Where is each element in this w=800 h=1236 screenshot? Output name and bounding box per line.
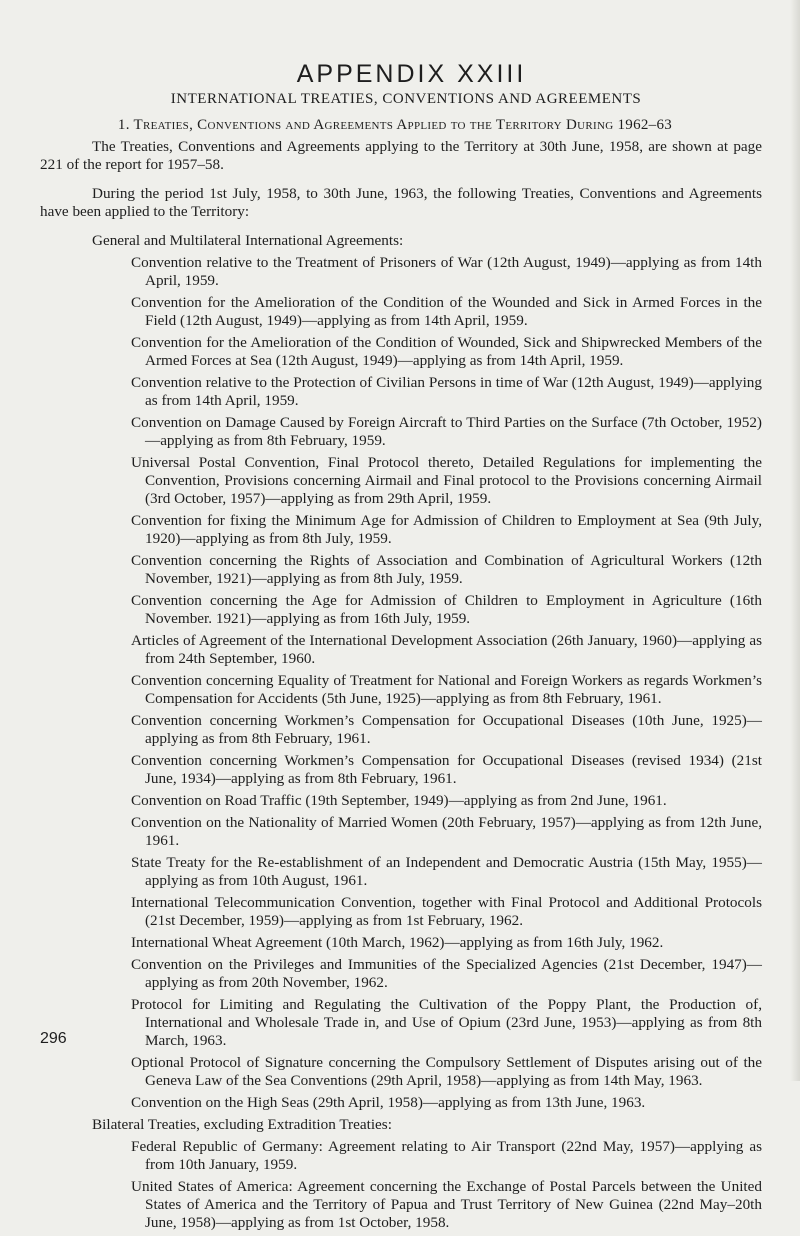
multilateral-heading: General and Multilateral International Agreements: xyxy=(92,232,404,249)
list-item: Protocol for Limiting and Regulating the Cultivation of the Poppy Plant, the Production of, International and Wholesale Trade in, and Use of Opium (23rd June, 1953)—applying as from 8th March, 1963. xyxy=(131,996,762,1049)
list-item: Optional Protocol of Signature concerning the Compulsory Settlement of Disputes arising out of the Geneva Law of the Sea Conventions (29th April, 1958)—applying as from 14th May, 1963. xyxy=(131,1054,762,1089)
list-item: Convention on the Privileges and Immunities of the Specialized Agencies (21st December, 1947)—applying as from 20th November, 1962. xyxy=(131,956,762,991)
list-item: Convention relative to the Treatment of Prisoners of War (12th August, 1949)—applying as from 14th April, 1959. xyxy=(131,254,762,289)
list-item: International Telecommunication Convention, together with Final Protocol and Additional Protocols (21st December, 1959)—applying as from 1st February, 1962. xyxy=(131,894,762,929)
document-body xyxy=(40,138,762,1236)
list-item: Convention for the Amelioration of the Condition of the Wounded and Sick in Armed Forces in the Field (12th August, 1949)—applying as from 14th April, 1959. xyxy=(131,294,762,329)
page-edge-shadow xyxy=(790,0,800,1081)
list-item: Convention concerning the Rights of Association and Combination of Agricultural Workers (12th November, 1921)—applying as from 8th July, 1959. xyxy=(131,552,762,587)
list-item: Articles of Agreement of the International Development Association (26th January, 1960)—applying as from 24th September, 1960. xyxy=(131,632,762,667)
list-item: Convention for fixing the Minimum Age for Admission of Children to Employment at Sea (9th July, 1920)—applying as from 8th July, 1959. xyxy=(131,512,762,547)
list-item: Convention concerning Workmen’s Compensation for Occupational Diseases (10th June, 1925)—applying as from 8th February, 1961. xyxy=(131,712,762,747)
list-item: Convention on the High Seas (29th April, 1958)—applying as from 13th June, 1963. xyxy=(131,1094,646,1111)
intro-paragraph: The Treaties, Conventions and Agreements applying to the Territory at 30th June, 1958, are shown at page 221 of the report for 1957–58. xyxy=(40,138,762,173)
section-heading: 1. Treaties, Conventions and Agreements Applied to the Territory During 1962–63 xyxy=(117,117,673,133)
list-item: International Wheat Agreement (10th March, 1962)—applying as from 16th July, 1962. xyxy=(131,934,664,951)
page-number: 296 xyxy=(40,1030,67,1047)
list-item: United States of America: Agreement concerning the Exchange of Postal Parcels between the United States of America and the Territory of Papua and Trust Territory of New Guinea (22nd May–20th June, 1958)—applying as from 1st October, 1958. xyxy=(131,1178,762,1231)
page-subtitle: INTERNATIONAL TREATIES, CONVENTIONS AND AGREEMENTS xyxy=(170,91,642,107)
list-item: Convention concerning the Age for Admission of Children to Employment in Agriculture (16th November. 1921)—applying as from 16th July, 1959. xyxy=(131,592,762,627)
list-item: Universal Postal Convention, Final Protocol thereto, Detailed Regulations for implementing the Convention, Provisions concerning Airmail and Final protocol to the Provisions concerning Airmail (3rd October, 1957)—applying as from 29th April, 1959. xyxy=(131,454,762,507)
intro-paragraph: During the period 1st July, 1958, to 30th June, 1963, the following Treaties, Conventions and Agreements have been applied to the Territory: xyxy=(40,185,762,220)
bilateral-heading: Bilateral Treaties, excluding Extradition Treaties: xyxy=(92,1116,392,1133)
page-title: APPENDIX XXIII xyxy=(296,60,527,88)
list-item: State Treaty for the Re-establishment of an Independent and Democratic Austria (15th May, 1955)—applying as from 10th August, 1961. xyxy=(131,854,762,889)
list-item: Convention on the Nationality of Married Women (20th February, 1957)—applying as from 12th June, 1961. xyxy=(131,814,762,849)
list-item: Federal Republic of Germany: Agreement relating to Air Transport (22nd May, 1957)—applying as from 10th January, 1959. xyxy=(131,1138,762,1173)
list-item: Convention concerning Workmen’s Compensation for Occupational Diseases (revised 1934) (21st June, 1934)—applying as from 8th February, 1961. xyxy=(131,752,762,787)
list-item: Convention relative to the Protection of Civilian Persons in time of War (12th August, 1949)—applying as from 14th April, 1959. xyxy=(131,374,762,409)
list-item: Convention on Road Traffic (19th September, 1949)—applying as from 2nd June, 1961. xyxy=(131,792,667,809)
list-item: Convention for the Amelioration of the Condition of Wounded, Sick and Shipwrecked Members of the Armed Forces at Sea (12th August, 1949)—applying as from 14th April, 1959. xyxy=(131,334,762,369)
list-item: Convention on Damage Caused by Foreign Aircraft to Third Parties on the Surface (7th October, 1952)—applying as from 8th February, 1959. xyxy=(131,414,762,449)
list-item: Convention concerning Equality of Treatment for National and Foreign Workers as regards Workmen’s Compensation for Accidents (5th June, 1925)—applying as from 8th February, 1961. xyxy=(131,672,762,707)
